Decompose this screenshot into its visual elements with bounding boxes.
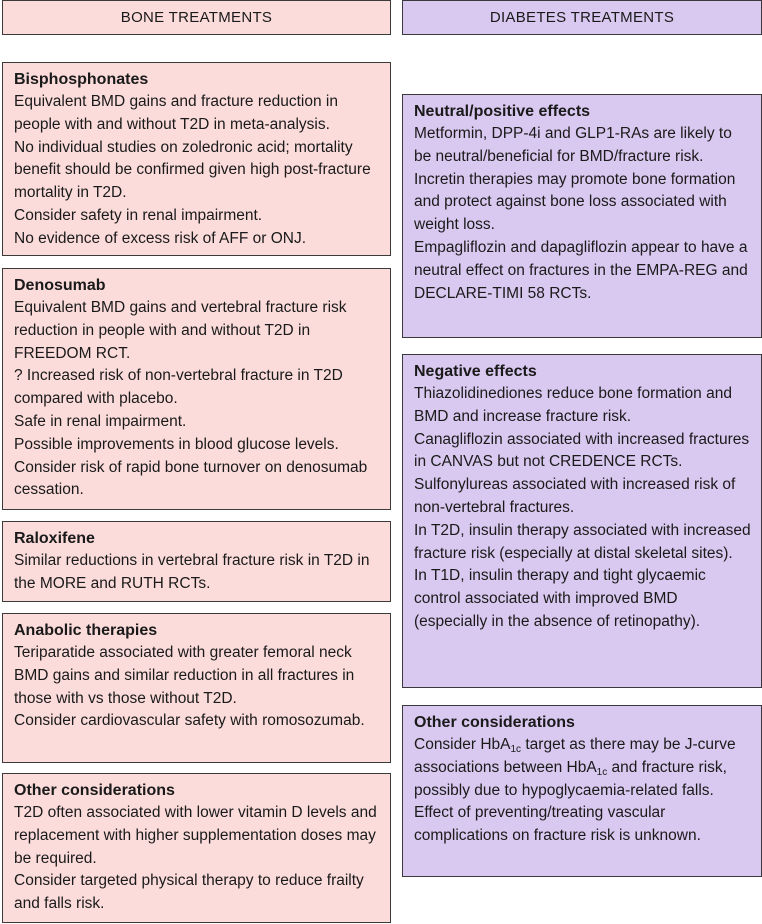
panel-line: No evidence of excess risk of AFF or ONJ. xyxy=(14,229,307,247)
panel-line: Teriparatide associated with greater femoral neck BMD gains and similar reduction in all fractures in those with vs those without T2D. xyxy=(14,644,355,707)
panel-line: In T1D, insulin therapy and tight glycaemic control associated with improved BMD (especially in the absence of retinopathy). xyxy=(414,567,706,630)
panel-line: In T2D, insulin therapy associated with increased fracture risk (especially at distal skeletal sites). xyxy=(414,521,751,562)
bone-treatments-header xyxy=(2,0,391,35)
panel-line: T2D often associated with lower vitamin D levels and replacement with higher supplementation doses may be required. xyxy=(14,804,377,867)
diabetes-treatments-header xyxy=(402,0,762,35)
bisphosphonates-panel xyxy=(2,62,391,256)
diabetes-other-considerations-panel xyxy=(402,705,762,877)
diabetes-header-label: DIABETES TREATMENTS xyxy=(489,9,675,26)
negative-effects-panel xyxy=(402,354,762,688)
panel-line: Thiazolidinediones reduce bone formation and BMD and increase fracture risk. xyxy=(414,385,732,425)
panel-title: Bisphosphonates xyxy=(14,71,149,88)
panel-line: No individual studies on zoledronic acid; mortality benefit should be confirmed given high post-fracture mortality in T2D. xyxy=(14,138,371,202)
panel-line: Possible improvements in blood glucose levels. xyxy=(14,435,339,453)
panel-line: Consider safety in renal impairment. xyxy=(14,206,263,224)
neutral-positive-effects-panel xyxy=(402,94,762,338)
panel-line: Equivalent BMD gains and vertebral fracture risk reduction in people with and without T2D in FREEDOM RCT. xyxy=(14,299,347,362)
panel-line: Consider targeted physical therapy to reduce frailty and falls risk. xyxy=(14,872,364,913)
bone-other-considerations-panel xyxy=(2,773,391,923)
panel-line: Metformin, DPP-4i and GLP1-RAs are likely to be neutral/beneficial for BMD/fracture risk. xyxy=(414,125,732,165)
panel-line: Incretin therapies may promote bone formation and protect against bone loss associated with weight loss. xyxy=(414,170,736,234)
panel-line: Consider risk of rapid bone turnover on denosumab cessation. xyxy=(14,458,368,499)
panel-title: Other considerations xyxy=(14,782,175,799)
anabolic-therapies-panel xyxy=(2,613,391,763)
panel-title: Anabolic therapies xyxy=(14,622,158,639)
panel-line: Safe in renal impairment. xyxy=(14,412,187,430)
panel-title: Negative effects xyxy=(414,363,537,380)
denosumab-panel xyxy=(2,268,391,510)
panel-line: Consider cardiovascular safety with romosozumab. xyxy=(14,712,365,730)
panel-line: Empagliflozin and dapagliflozin appear to have a neutral effect on fractures in the EMPA-REG and DECLARE-TIMI 58 RCTs. xyxy=(414,238,748,302)
panel-title: Other considerations xyxy=(414,714,575,731)
panel-title: Raloxifene xyxy=(14,530,95,547)
panel-title: Denosumab xyxy=(14,277,106,294)
panel-line: Effect of preventing/treating vascular complications on fracture risk is unknown. xyxy=(414,804,701,845)
raloxifene-panel xyxy=(2,521,391,602)
bone-header-label: BONE TREATMENTS xyxy=(120,9,273,26)
panel-line: ? Increased risk of non-vertebral fracture in T2D compared with placebo. xyxy=(14,367,343,408)
panel-line: Canagliflozin associated with increased fractures in CANVAS but not CREDENCE RCTs. xyxy=(414,430,750,471)
panel-title: Neutral/positive effects xyxy=(414,103,591,120)
panel-line: Equivalent BMD gains and fracture reduction in people with and without T2D in meta-analysis. xyxy=(14,93,338,133)
hba1c-line: Consider HbA$_{1c}$ target as there may be J-curve associations between HbA$_{1c}$ and fracture risk, possibly due to hypoglycaemia-related falls. xyxy=(414,736,736,799)
panel-line: Sulfonylureas associated with increased risk of non-vertebral fractures. xyxy=(414,476,736,516)
panel-line: Similar reductions in vertebral fracture risk in T2D in the MORE and RUTH RCTs. xyxy=(14,552,370,592)
